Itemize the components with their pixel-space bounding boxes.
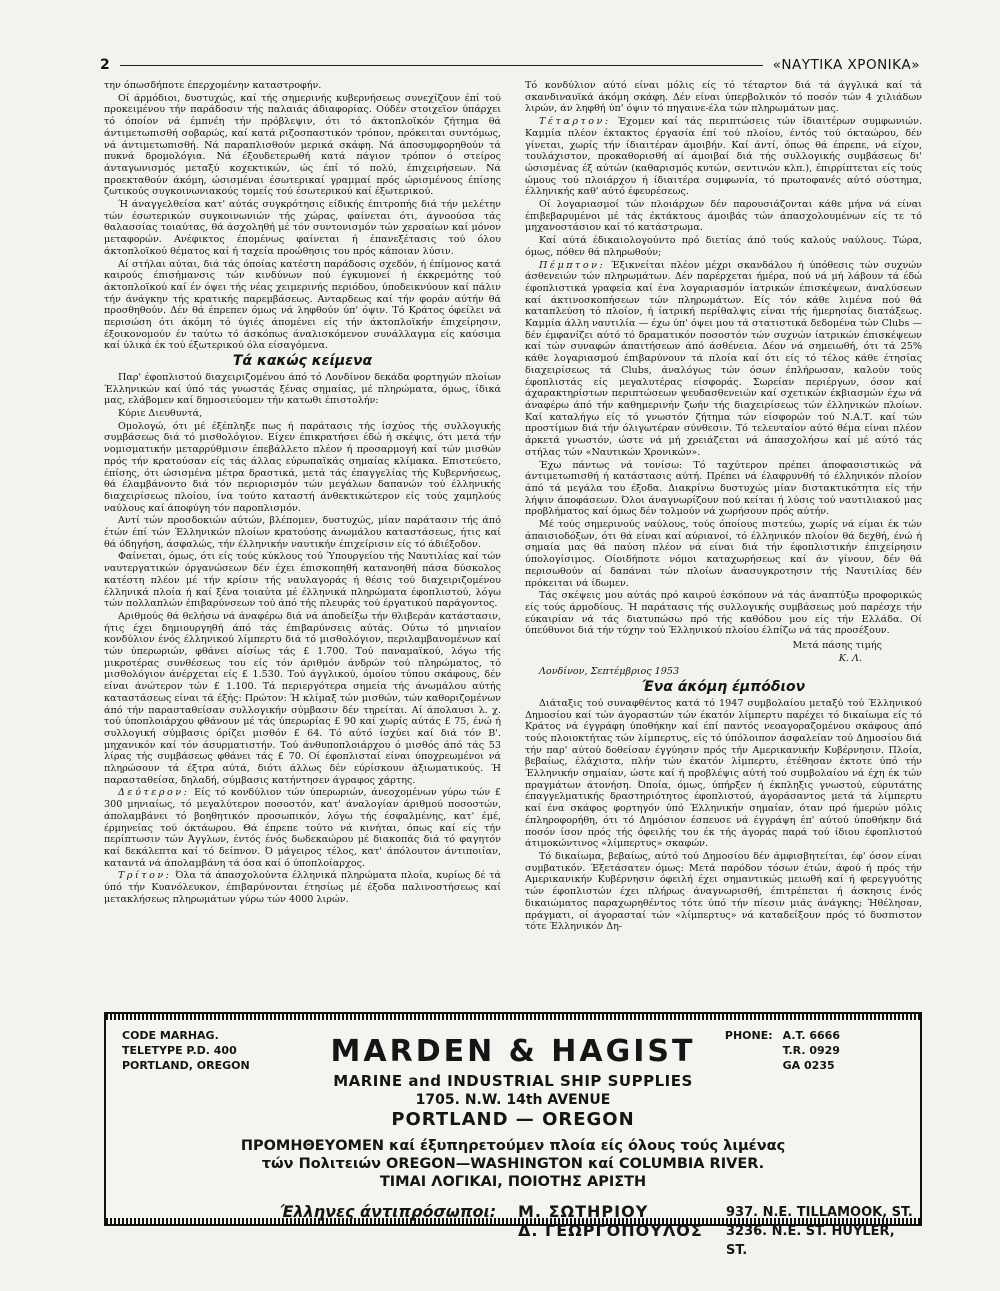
phone-number: T.R. 0929 [782, 1044, 840, 1057]
ad-city: PORTLAND — OREGON [391, 1109, 635, 1130]
header-rule [120, 65, 763, 66]
ad-greek-line: ΤΙΜΑΙ ΛΟΓΙΚΑΙ, ΠΟΙΟΤΗΣ ΑΡΙΣΤΗ [379, 1174, 647, 1190]
ad-greek-line: τών Πολιτειών OREGON—WASHINGTON καί COLUMBIA RIVER. [261, 1156, 765, 1172]
salutation: Κύριε Διευθυντά, [118, 407, 203, 419]
paragraph: Αντί τών προσδοκιών αύτών, βλέπομεν, δυστυχώς, μίαν παράτασιν τής άπό έτών έπί τών Έλληνικών πλοίων κρατούσης άνωμάλου καταστάσεως, ήτις καί θά όδηγήση, άσφαλώς, τήν έλληνικήν ναυτικήν έπιχείρισιν είς τό άδιέξοδον. [104, 515, 501, 550]
paragraph [104, 870, 501, 905]
page-header [100, 54, 920, 76]
phone-number: A.T. 6666 [782, 1029, 840, 1042]
rep-name: Μ. ΣΩΤΗΡΙΟΥ [518, 1202, 649, 1221]
paragraph: Τό δικαίωμα, βεβαίως, αύτό τού Δημοσίου δέν άμφισβητείται, έφ' όσον είναι συμβατικόν. Έξετάσατεν όμως: Μετά παρόδον τόσων έτών, άφού ή πρός τήν Αμερικανικήν Κυβέρνησιν όφειλή έχει σημαντικώς μειωθή καί ή φερεγγυότης τών έφοπλιστών έχει πλήρως άναγνωρισθή, έπιτρέπεται ή άσκησις ένός δικαιώματος παραχωρηθέντος τότε ύπό τήν πίεσιν μιάς άνάγκης; Ήθέλησαν, πράγματι, οί άγορασταί τών «λίμπερτυς» νά καταδείξουν πρός τό δυσπιστον τότε Έλληνικόν Δη- [525, 851, 922, 933]
paragraph: Αί στήλαι αύται, διά τάς όποίας κατέστη παράδοσις σχεδόν, ή έπίμονος κατά καιρούς έπισήμανσις τών κινδύνων πού έγκυμονεί ή έκκρεμότης τού άκτοπλοϊκού καί έν όψει τής νέας χειμερινής περιόδου, ύποδεικνύουν καί πάλιν τήν άνάγκην τής κρατικής παρεμβάσεως. Ανταρδεως καί τήν φοράν αύτήν θά προσθηθούν. Δέν θά έπρεπεν όμως νά ληφθούν ύπ' όψιν. Τό Κράτος όφείλει νά περισώση ότι άκόμη τό ύγιές άπομένει είς τήν άκτοπλοϊκήν έπιχείρησιν, έξοικονομούν έν ταύτω τό άσκόπως άναλισκόμενον συνάλλαγμα είς καύσιμα καί ύλικά έκ τού έξωτερικού όλα είσαγόμενα. [104, 258, 501, 352]
ad-teletype: TELETYPE P.D. 400 [122, 1044, 237, 1057]
paragraph: Οί άρμόδιοι, δυστυχώς, καί τής σημερινής κυβερνήσεως συνεχίζουν έπί τού προκειμένου τήν παράδοσιν τής παλαιάς άδιαφορίας. Ούδέν στοιχεϊον ύπάρχει τό όποίον νά έμπνέη τήν πρόβλεψιν, ότι τό άκτοπλοϊκόν ζήτημα θά άντιμετωπισθή σοβαρώς, καί κατά ριζοσπαστικόν τρόπον, πρόκειται συντόμως, νά άντιμετωπισθή. Νά παραπλισθούν μερικά σκάφη. Νά άποσυμφορηθούν τά πυκνά δρομολόγια. Νά έξουδετερωθή κατά πάγιον τρόπον ό στείρος άνταγωνισμός μεταξύ κοχεκτικών, ώς έπί τό πολύ, έπιχειρήσεων. Νά προεκταθούν άκόμη, ώσισμέναι έσωτερικαί γραμμαί πρός ώρισμένους έπίσης ζωτικούς συγκοινωνιακούς τομείς τού έσωτερικού καί έξωτερικού. [104, 92, 501, 198]
ad-reps-label: Έλληνες άντιπρόσωποι: [280, 1202, 497, 1221]
point-label: Τρίτον: [118, 870, 172, 882]
page-number: 2 [100, 57, 110, 73]
running-title: «ΝΑΥΤΙΚΑ ΧΡΟΝΙΚΑ» [772, 57, 920, 73]
section-heading: Ένα άκόμη έμπόδιον [641, 679, 806, 696]
dateline: Λονδίνον, Σεπτέμβριος 1953 [539, 666, 680, 678]
left-column [104, 80, 501, 1010]
point-text: Έξικνείται πλέον μέχρι σκανδάλου ή ύπόθεσις τών συχνών άσθενειών τών πληρωμάτων. Δέν παρέρχεται ήμέρα, πού νά μή λάβουν τά έδώ έφοπλιστικά γραφεία καί ένα λογαριασμόν ίατρικών έπισκέψεων, άναλύσεων καί άκτινοσκοπήσεων τών πληρωμάτων. Είς τόν κάθε λιμένα πού θά καταπλεύση τό πλοίον, ή ίατρική περίθαλψις είναι τής ήμερησίας διατάξεως. Καμμία άλλη ναυτιλία — έχω ύπ' όψει μου τά στατιστικά δεδομένα τών Clubs — δέν έμφανίζει αύτό τό δραματικόν ποσοστόν τών συχνών ίατρικών έπισκέψεων καί τών συναφών άπαιτήσεων άπό άσθένεια. Δέον νά σημειωθή, ότι τά 25% κάθε λογαριασμού έπιβαρύνουν τά πλοία καί ότι είς τό τέλος κάθε έτησίας διαχειρίσεως τά Clubs, άναλόγως τών όσων έπλήρωσαν, καλούν τούς έφοπλιστάς είς μεγαλυτέρας είσφοράς. Σωρείαν περιέργων, όσον καί άχαρακτηρίστων περιπτώσεων ψευδασθενειών καί σχετικών έκβιασμών έχω νά άναφέρω άπό τήν καθημερινήν ζωήν τής διαχειρίσεως τών έλληνικών πλοίων. Καί καταλήγω είς τό γνωστόν ζήτημα τών είσφορών τού Ν.Α.Τ. καί τών προστίμων διά τήν όλιγωτέραν σύνθεσιν. Τό τελευταίον αύτό θέμα είναι πλέον άρκετά γνωστόν, ώστε νά μή χρειάζεται νά άπασχολήσω καί μέ αύτό τάς στήλας τών «Ναυτικών Χρονικών». [525, 259, 922, 458]
paragraph [104, 787, 501, 869]
point-label: Πέμπτον: [539, 259, 606, 271]
rep-name: Δ. ΓΕΩΡΓΟΠΟΥΛΟΣ [518, 1221, 703, 1240]
ad-code: CODE MARHAG. [122, 1029, 219, 1042]
article-columns [104, 80, 922, 1010]
paragraph [525, 260, 922, 459]
ad-border [106, 1014, 920, 1020]
paragraph: Τάς σκέψεις μου αύτάς πρό καιρού έσκόπουν νά τάς άναπτύξω προφορικώς είς τούς άρμοδίους. Ή παράτασις τής συλλογικής συμβάσεως μού παρέσχε τήν εύκαιρίαν νά τάς διατυπώσω πρό τής καθόδου μου είς τήν Ελλάδα. Οί ύπεύθυνοι διά τήν τύχην τού Έλληνικού πλοίου έλπίζω νά τάς προσέξουν. [525, 590, 922, 637]
paragraph: Οί λογαριασμοί τών πλοιάρχων δέν παρουσιάζονται κάθε μήνα νά είναι έπιβεβαρυμένοι μέ τάς έκτάκτους άμοιβάς τών άπασχολουμένων είς τε τό μηχανοστάσιον καί τό κατάστρωμα. [525, 199, 922, 234]
section-heading: Τά κακώς κείμενα [232, 353, 373, 370]
ad-greek-line: ΠΡΟΜΗΘΕΥΟΜΕΝ καί έξυπηρετούμεν πλοία είς όλους τούς λιμένας [240, 1138, 786, 1154]
paragraph: Έχω πάντως νά τονίσω: Τό ταχύτερον πρέπει άποφασιστικώς νά άντιμετωπισθή ή κατάστασις αύτή. Πρέπει νά έλαφρυνθή τό έλληνικόν πλοίον άπό τά μεγάλα του έξοδα. Διακρίνω δυστυχώς μίαν διστακτικότητα είς τήν λήψιν άποφάσεων. Όλοι άναγνωρίζουν πού κείται ή λύσις τού ναυτιλιακού μας προβλήματος καί όμως δέν τολμούν νά χωρήσουν πρός αύτήν. [525, 459, 922, 518]
point-text: Έχομεν καί τάς περιπτώσεις τών ίδιαιτέρων συμφωνιών. Καμμία πλέον έκτακτος έργασία έπί τού πλοίου, έντός τού όκταώρου, δέν γίνεται, χωρίς τήν ίδιαιτέραν άμοιβήν. Καί άντί, όπως θά έπρεπε, νά είχον, τουλάχιστον, προκαθορισθή αί άμοιβαί διά τής συλλογικής συμβάσεως δι' ώσισμένας έξ αύτών (καθαρισμός κυτών, σεντινών κλπ.), έπιρρίπτεται είς τούς ώμους τού πλοιάρχου ή ίδιαιτέρα συμφωνία, τό πρωτοφανές αύτό σύστημα, έλληνικής καθ' αύτό έφευρέσεως. [525, 116, 922, 198]
phone-label: PHONE: [724, 1029, 773, 1042]
paragraph: Αριθμούς θά θελήσω νά άναφέρω διά νά άποδείξω τήν θλιβεράν κατάστασιν, ήτις έχει δημιουργηθή άπό τάς έπιβαρύνσεις αύτάς. Ούτω τό μηνιαίον κονδύλιον ένός έλληνικού λίμπερτυ διά τό μισθολόγιον, περιλαμβανομένων καί τών ύπερωριών, φθάνει αίσίως τάς £ 1.700. Τού παναμαϊκού, λόγω τής μικροτέρας συνθέσεως του είς τόν άριθμόν άνδρών τού πληρώματος, τό μισθολόγιον άνέρχεται είς £ 1.530. Τού άγγλικού, όμοίου τύπου σκάφους, δέν είναι άνώτερον τών £ 1.100. Τά περιεργότερα σημεία τής άνωμάλου αύτής καταστάσεως είναι τά έξής: Πρώτον: Ή κλίμαξ τών μισθών, τών καθοριζομένων άπό τήν παρασταθείσαν συλλογικήν σύμβασιν δέν τηρείται. Αί άπολαυσι λ. χ. τού ύποπλοιάρχου φθάνουν μέ τάς ύπερωρίας £ 90 καί χωρίς αύτάς £ 75, ένώ ή συλλογική σύμβασις όρίζει μισθόν £ 64. Τό αύτό ίσχύει καί διά τόν Β'. μηχανικόν καί τόν άσυρματιστήν. Τού άνθυποπλοιάρχου ό μισθός άπό τάς 53 λίρας τής συμβάσεως φθάνει τάς £ 70. Οί έφοπλισταί είναι ύποχρεωμένοι νά πληρώσουν τά έξτρα αύτά, διότι άλλως δέν εύρίσκουν άξιωματικούς. Ή παρασταθείσα, δηλαδή, σύμβασις κατήντησεν άγραφος χάρτης. [104, 610, 501, 786]
point-text: Είς τό κονδύλιον τών ύπερωριών, άνεοχομένων γύρω τών £ 300 μηνιαίως, τό μεγαλύτερον ποσοστόν, κατ' άναλογίαν άριθμού ποσοστών, άπολαμβάνει τό βοηθητικόν προσωπικόν, λόγω τής έσφαλμένης, κατ' έμέ, έρμηνείας τού όκτάωρου. Θά έπρεπε τούτο νά κινήται, όπως καί είς τήν περίπτωσιν τών Άγγλων, έντός ένός δωδεκαώρου μέ διακοπάς διά τό φαγητόν καί δεκάλεπτα καί τό δείπνον. Ό μάγειρος τέλος, κατ' άπόλουτον άντιποιίαν, καταντά νά άπολαμβάνη τά όσα καί ό ύποπλοίαρχος. [104, 787, 501, 869]
closing: Μετά πάσης τιμής [792, 640, 882, 652]
advertisement [104, 1012, 922, 1258]
paragraph: Ομολογώ, ότι μέ έξέπληξε πως ή παράτασις τής ίσχύος τής συλλογικής συμβάσεως διά τό μισθολόγιον. Είχεν έπικρατήσει έδώ ή σκέψις, ότι μετά τήν νομισματικήν μεταρρύθμισιν έπεβάλλετο πλέον ή προσαρμογή καί τών μισθών πρός τήν κρατούσαν είς τάς άλλας εύρωπαϊκάς σημαίας κλίμακα. Επιστεύετο, έπίσης, ότι ώσισμένα μέτρα δραστικά, μετά τάς έπαγγελίας τής Κυβερνήσεως, θά έλαμβάνοντο διά τόν περιορισμόν τών μεγάλων δαπανών τού έλληνικής διαχειρίσεως πλοίου, ίνα τούτο καταστή άνθεκτικώτερον είς τούς χαμηλούς ναύλους καί άποφύγη τόν παροπλισμόν. [104, 420, 501, 514]
point-label: Τέταρτον: [539, 116, 611, 128]
signature: Κ. Λ. [838, 652, 862, 664]
paragraph: Παρ' έφοπλιστού διαχειριζομένου άπό τό Λονδίνον δεκάδα φορτηγών πλοίων Έλληνικών καί ύπό τάς γνωστάς ξένας σημαίας, μέ πληρώματα, όμως, ίδικά μας, ελάβομεν καί δημοσιεύομεν τήν κατωθι έπιστολήν: [104, 371, 501, 407]
paragraph: Διάταξις τού συναφθέντος κατά τό 1947 συμβολαίου μεταξύ τού Έλληνικού Δημοσίου καί τών άγοραστών τών έκατόν λίμπερτυ παρέχει τό δικαίωμα είς τό Κράτος νά έγγράφη ύποθήκην καί έπί παντός νεοαγοραζομένου σκάφους άπό τούς πλοιοκτήτας τών λίμπερτυς, είς τό ύπόλοιπον άσφαλείαν τού Δημοσίου διά τήν παρ' αύτού δοθείσαν έγγύησιν πρός τήν Αμερικανικήν Κυβέρνησιν. Πλοία, βεβαίως, έλάχιστα, πλήν τών έκατόν λίμπερτυ, έτέθησαν έκτοτε ύπό τήν Έλληνικήν σημαίαν, ώστε καί ή προβλέψις αύτή τού συμβολαίου νά έχη έκ τών πραγμάτων άτονήση. Όποία, όμως, ύπήρξεν ή έκπληξις γνωστού, εύρυτάτης έπαγγελματικής δραστηριότητος έφοπλιστού, άγοράσαντος μετά τά λίμπερτυ καί ένα σκάφος φορτηγόν ύπό Έλληνικήν σημαίαν, όταν πρό ήμερών μόλις έπληροφορήθη, ότι τό Δημόσιον έσπευσε νά έγγράψη έπ' αύτού ύποθήκην διά ποσόν ίσον πρός τής όφειλής του έκ τής άγοράς παρά τού ίδιου έφοπλιστού άτιμοκώντινος «λίμπερτυς» σκαφών. [525, 697, 922, 850]
ad-brand: MARDEN & HAGIST [330, 1034, 696, 1069]
rep-address: 3236. N.E. ST. HUYLER, ST. [726, 1224, 895, 1258]
point-text: Όλα τά άπασχολούντα έλληνικά πληρώματα πλοία, κυρίως δέ τά ύπό τήν Κυανόλευκον, έπιβαρύνονται έτησίως μέ έξοδα παλινοστήσεως καί μετακλήσεως πληρωμάτων γύρω τών 4000 λιρών. [104, 870, 501, 905]
paragraph: Φαίνεται, όμως, ότι είς τούς κύκλους τού Ύπουργείου τής Ναυτιλίας καί τών ναυτεργατικών όργανώσεων δέν έχει έπισκοπηθή κατανοηθή πάσα δύσκολος κατέστη πλέον μέ τήν κρίσιν τής ναυλαγοράς ή θέσις τού διαχειριζομένου έλληνικά πλοία ή καί ξένα τοιαύτα μέ έλληνικά πληρώματα έφοπλιστού, λόγω τών πολλαπλών έπιβαρύνσεων τού άπό τής πλευράς τού έργατικού παράγοντος. [104, 551, 501, 610]
paragraph: την όπωσδήποτε έπερχομένην καταστροφήν. [104, 80, 322, 91]
ad-tagline: MARINE and INDUSTRIAL SHIP SUPPLIES [333, 1072, 693, 1090]
paragraph: Καί αύτά έδικαιολογούντο πρό διετίας άπό τούς καλούς ναύλους. Τώρα, όμως, πόθεν θά πληρωθούν; [525, 235, 922, 258]
ad-rep-addresses [726, 1203, 920, 1260]
paragraph: Ή άναγγελθείσα κατ' αύτάς συγκρότησις είδικής έπιτροπής διά τήν μελέτην τών έσωτερικών συγκοινωνιών τής χώρας, φαίνεται ότι, άγνοούσα τάς θαλασσίας τοιαύτας, θά άσχοληθή μέ τόν συντονισμόν τών χερσαίων καί μόνον μεταφορών. Ανέφικτος έπομένως φαίνεται ή έπανεξέτασις τού όλου άκτοπλοϊκού θέματος καί ή ταχεία προώθησις του πρός κάποιαν λύσιν. [104, 199, 501, 257]
ad-location: PORTLAND, OREGON [122, 1059, 250, 1072]
ad-address: 1705. N.W. 14th AVENUE [415, 1092, 611, 1108]
paragraph: Τό κονδύλιον αύτό είναι μόλις είς τό τέταρτον διά τά άγγλικά καί τά σκανδιναυϊκά άκόμη σκάφη. Δέν είναι ύπερβολικόν τό ποσόν τών 4 χιλιάδων λιρών, άν ληφθή ύπ' όψιν τό πηγαινε-έλα τών πληρωμάτων μας. [525, 80, 922, 115]
paragraph [525, 116, 922, 198]
paragraph: Μέ τούς σημερινούς ναύλους, τούς όποίους πιστεύω, χωρίς νά είμαι έκ τών άπαισιοδόξων, ότι θά είναι καί αύριανοί, τό έλληνικόν πλοίον θά δεχθή, ένώ ή σημαία μας θά παύση πλέον νά είναι διά τήν έφοπλιστικήν έπιχείρησιν ύπολογίσιμος. Οίοιδήποτε νόμοι καταχωρήσεως καί άν γίνουν, δέν θά περισωθούν αί δαπάναι τών πλοίων άνασυγκροτησιν τής Ναυτιλίας δέν πρόκειται νά ίδωμεν. [525, 519, 922, 589]
right-column [525, 80, 922, 1010]
ad-rep-names [518, 1202, 703, 1240]
phone-number: GA 0235 [782, 1059, 835, 1072]
rep-address: 937. N.E. TILLAMOOK, ST. [726, 1205, 913, 1220]
point-label: Δεύτερον: [118, 787, 190, 799]
